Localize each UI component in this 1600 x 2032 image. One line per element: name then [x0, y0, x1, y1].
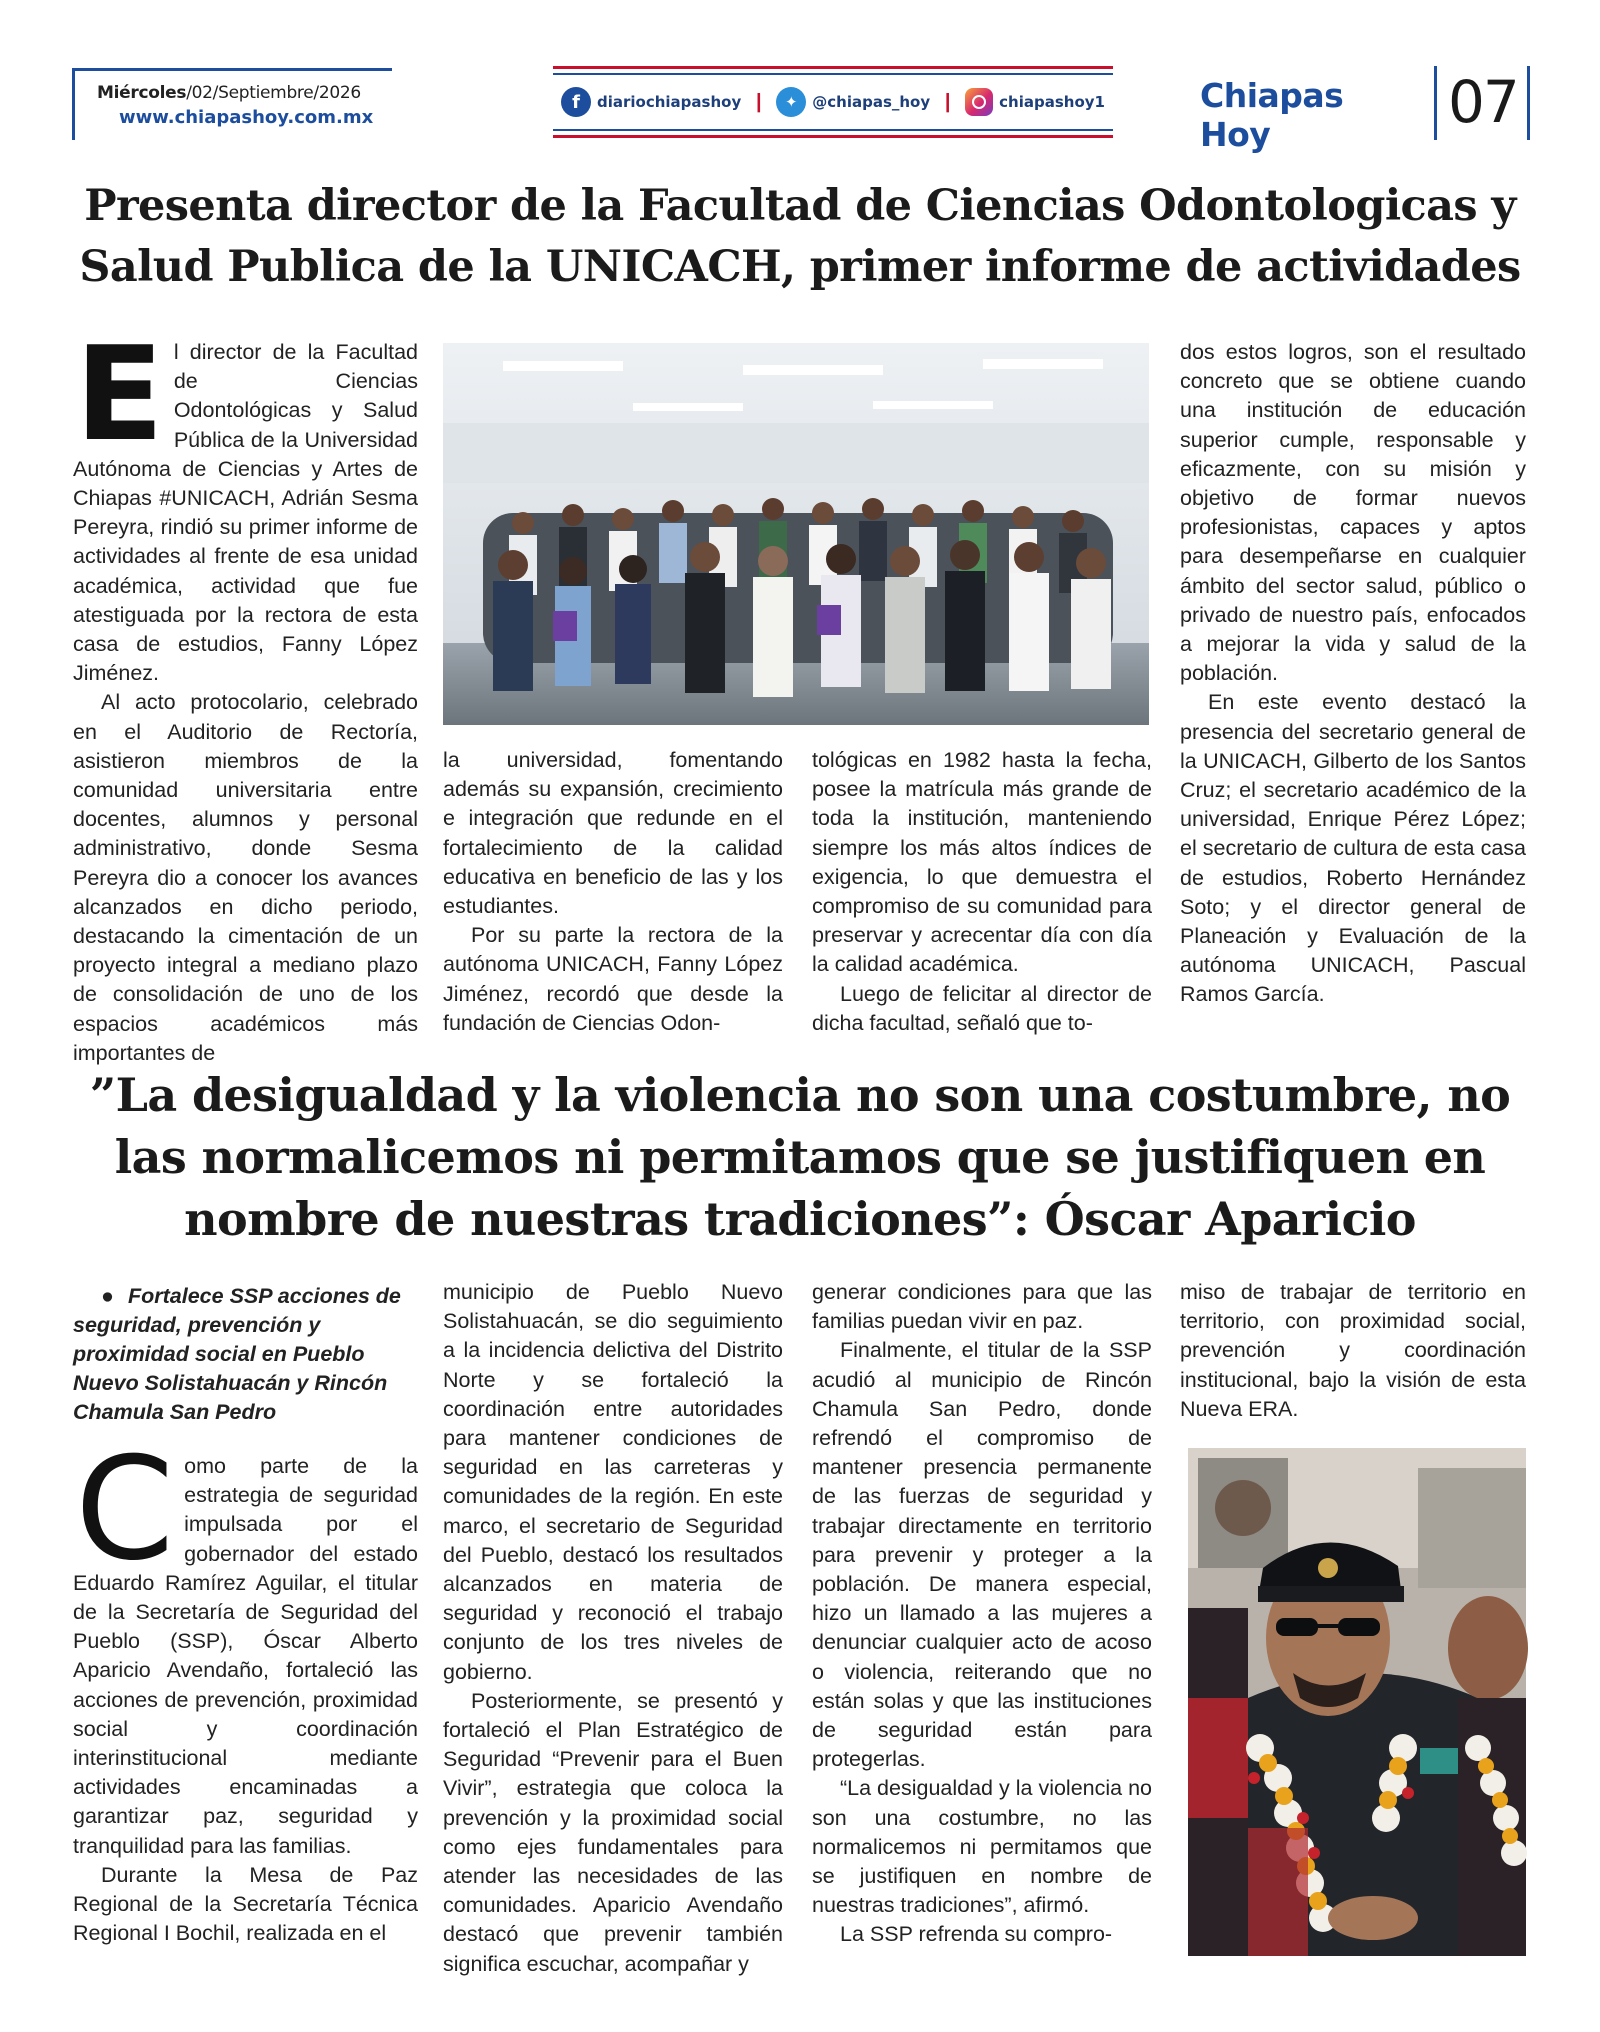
section-name: Chiapas Hoy	[1200, 76, 1344, 154]
group-photo-image	[443, 343, 1149, 725]
website-url[interactable]: www.chiapashoy.com.mx	[119, 107, 374, 128]
social-twitter[interactable]	[776, 87, 930, 117]
article2-column-3: generar condiciones para que las familias puedan vivir en paz. Finalmente, el titular de la SSP acudió al municipio de Rincón Chamula San Pedro, donde refrendó el compromiso de mantener presencia permanente de las fuerzas de seguridad y trabajar directamente en territorio para prevenir y proteger a la población. De manera especial, hizo un llamado a las mujeres a denunciar cualquier acto de acoso o violencia, reiterando que no están solas y que las instituciones de seguridad están para protegerlas. “La desigualdad y la violencia no son una costumbre, no las normalicemos ni permitamos que se justifiquen en nombre de nuestras tradiciones”, afirmó. La SSP refrenda su compro-	[812, 1280, 1152, 1947]
facebook-icon: f	[561, 87, 591, 117]
instagram-icon	[965, 88, 993, 116]
social-facebook[interactable]	[561, 87, 741, 117]
article1-column-3: tológicas en 1982 hasta la fecha, posee la matrícula más grande de toda la institución, manteniendo siempre los más altos índices de exigencia, lo que demuestra el compromiso de su comunidad para preservar y acrecentar día con día la calidad académica. Luego de felicitar al director de dicha facultad, señaló que to-	[812, 748, 1152, 1035]
dropcap: C	[75, 1427, 175, 1592]
social-bar	[553, 66, 1113, 138]
bullet-icon: ●	[101, 1284, 114, 1308]
social-instagram[interactable]	[965, 88, 1105, 116]
separator: |	[944, 90, 951, 113]
rule-line	[553, 66, 1113, 69]
article2-column-1: Como parte de la estrategia de seguridad impulsada por el gobernador del estado Eduardo Ramírez Aguilar, el titular de la Secretaría de Seguridad del Pueblo (SSP), Óscar Alberto Aparicio Avendaño, fortaleció las acciones de prevención, proximidad social y coordinación interinstitucional mediante actividades encaminadas a garantizar paz, seguridad y tranquilidad para las familias. Durante la Mesa de Paz Regional de la Secretaría Técnica Regional I Bochil, realizada en el	[73, 1427, 418, 1946]
article2-subhead: ● Fortalece SSP acciones de seguridad, prevención y proximidad social en Pueblo Nuevo Solistahuacán y Rincón Chamula San Pedro	[73, 1284, 401, 1424]
page-number: 07	[1448, 68, 1518, 136]
social-links	[561, 86, 1105, 118]
issue-date: Miércoles/02/Septiembre/2026	[97, 83, 361, 103]
facebook-handle: diariochiapashoy	[597, 93, 742, 111]
article1-column-1: El director de la Facultad de Ciencias Odontológicas y Salud Pública de la Universidad Autónoma de Ciencias y Artes de Chiapas #UNICACH, Adrián Sesma Pereyra, rindió su primer informe de actividades al frente de esa unidad académica, actividad que fue atestiguada por la rectora de esta casa de estudios, Fanny López Jiménez. Al acto protocolario, celebrado en el Auditorio de Rectoría, asistieron miembros de la comunidad universitaria entre docentes, alumnos y personal administrativo, donde Sesma Pereyra dio a conocer los avances alcanzados en dicho periodo, destacando la cimentación de un proyecto integral a mediano plazo de consolidación de uno de los espacios académicos más importantes de	[73, 318, 418, 1065]
article2-headline: ”La desigualdad y la violencia no son una costumbre, no las normalicemos ni permitamos que se justifiquen en nombre de nuestras tradiciones”: Óscar Aparicio	[89, 1068, 1511, 1246]
article1-headline: Presenta director de la Facultad de Ciencias Odontologicas y Salud Publica de la UNICACH, primer informe de actividades	[79, 181, 1521, 292]
instagram-handle: chiapashoy1	[999, 93, 1105, 111]
portrait-photo-image	[1188, 1448, 1526, 1956]
article2-column-2: municipio de Pueblo Nuevo Solistahuacán, se dio seguimiento a la incidencia delictiva del Distrito Norte y se fortaleció la coordinación entre autoridades para mantener condiciones de seguridad en las carreteras y comunidades de la región. En este marco, el secretario de Seguridad del Pueblo, destacó los resultados alcanzados en materia de seguridad y reconoció el trabajo conjunto de los tres niveles de gobierno. Posteriormente, se presentó y fortaleció el Plan Estratégico de Seguridad “Prevenir para el Buen Vivir”, estrategia que coloca la prevención y la proximidad social como ejes fundamentales para atender las necesidades de las comunidades. Aparicio Avendaño destacó que prevenir también significa escuchar, acompañar y	[443, 1280, 783, 1976]
dropcap: E	[75, 318, 164, 470]
article1-photo	[443, 343, 1149, 725]
divider	[1527, 66, 1530, 140]
rule-line	[553, 129, 1113, 131]
masthead-date-block	[72, 68, 392, 140]
article2-photo	[1188, 1448, 1526, 1956]
rule-line	[553, 135, 1113, 138]
twitter-icon: ✦	[776, 87, 806, 117]
article2-column-4: miso de trabajar de territorio en territorio, con proximidad social, prevención y coordinación institucional, bajo la visión de esta Nueva ERA.	[1180, 1280, 1526, 1421]
divider	[1434, 66, 1437, 140]
rule-line	[553, 73, 1113, 75]
article1-column-2: la universidad, fomentando además su expansión, crecimiento e integración que redunde en el fortalecimiento de la calidad educativa en beneficio de las y los estudiantes. Por su parte la rectora de la autónoma UNICACH, Fanny López Jiménez, recordó que desde la fundación de Ciencias Odon-	[443, 748, 783, 1035]
section-header	[1200, 66, 1530, 154]
article1-column-4: dos estos logros, son el resultado concreto que se obtiene cuando una institución de educación superior cumple, responsable y eficazmente, con su misión y objetivo de formar nuevos profesionistas, capaces y aptos para desempeñarse en cualquier ámbito del sector salud, público o privado de nuestro país, enfocados a mejorar la vida y salud de la población. En este evento destacó la presencia del secretario general de la UNICACH, Gilberto de los Santos Cruz; el secretario académico de la universidad, Enrique Pérez López; el secretario de cultura de esta casa de estudios, Roberto Hernández Soto; y el director general de Planeación y Evaluación de la autónoma UNICACH, Pascual Ramos García.	[1180, 340, 1526, 1007]
separator: |	[755, 90, 762, 113]
twitter-handle: @chiapas_hoy	[812, 93, 931, 111]
